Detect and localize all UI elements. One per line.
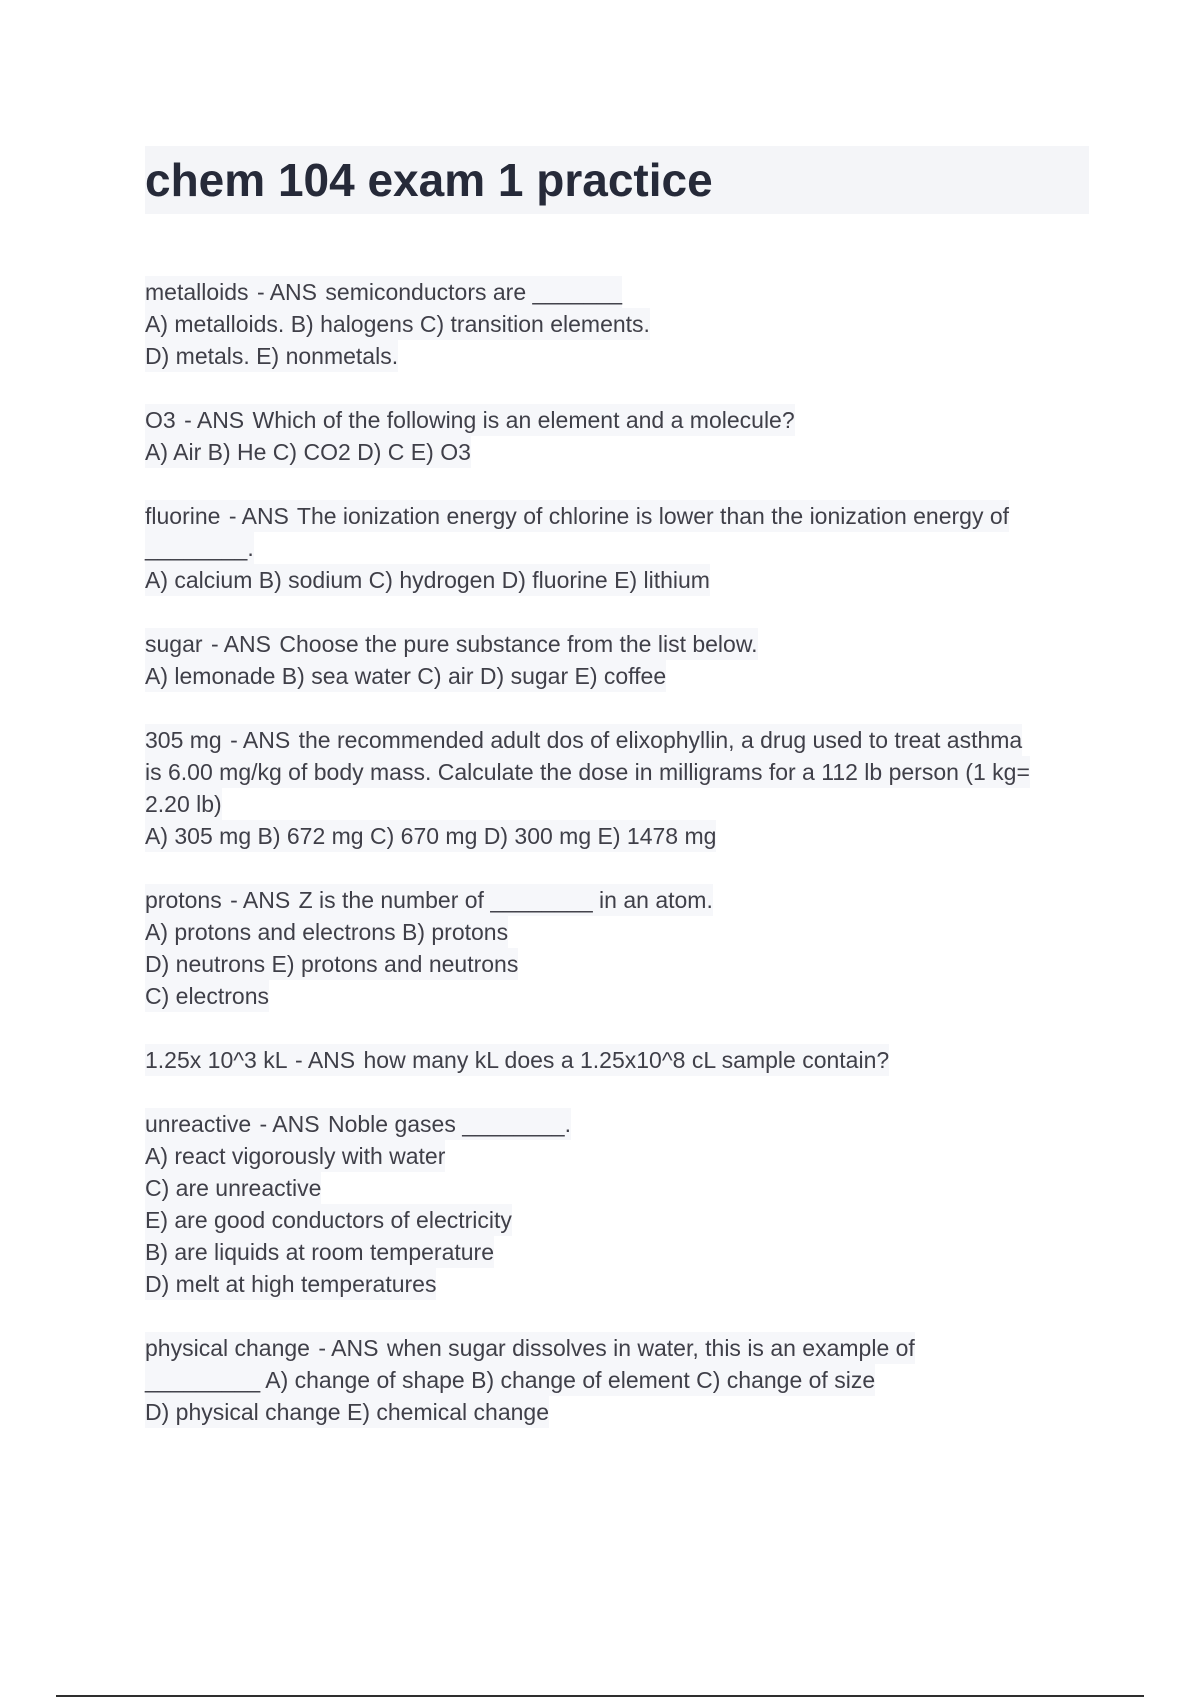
qa-item (145, 404, 1089, 468)
option-line: C) electrons (145, 980, 269, 1012)
question-text: how many kL does a 1.25x10^8 cL sample contain? (363, 1047, 890, 1073)
answer-separator: - ANS (228, 503, 289, 529)
answer-separator: - ANS (318, 1335, 379, 1361)
answer-term: physical change (145, 1335, 310, 1361)
question-text: the recommended adult dos of elixophyllin, a drug used to treat asthma (298, 727, 1023, 753)
qa-first-line (145, 500, 1009, 532)
option-line: D) physical change E) chemical change (145, 1396, 549, 1428)
answer-separator: - ANS (295, 1047, 356, 1073)
qa-item (145, 1108, 1089, 1300)
answer-term: metalloids (145, 279, 249, 305)
qa-item (145, 1044, 1089, 1076)
qa-first-line (145, 724, 1022, 756)
answer-term: fluorine (145, 503, 221, 529)
option-line: E) are good conductors of electricity (145, 1204, 512, 1236)
title-banner (145, 146, 1089, 214)
option-line: B) are liquids at room temperature (145, 1236, 494, 1268)
option-line: _________ A) change of shape B) change of element C) change of size (145, 1364, 875, 1396)
question-text: Which of the following is an element and a molecule? (252, 407, 795, 433)
page-title: chem 104 exam 1 practice (145, 154, 713, 206)
qa-first-line (145, 884, 713, 916)
qa-first-line (145, 628, 758, 660)
answer-term: 1.25x 10^3 kL (145, 1047, 287, 1073)
qa-item (145, 276, 1089, 372)
option-line: A) protons and electrons B) protons (145, 916, 508, 948)
qa-item (145, 724, 1089, 852)
option-line: D) metals. E) nonmetals. (145, 340, 398, 372)
qa-item (145, 884, 1089, 1012)
qa-first-line (145, 276, 622, 308)
answer-term: protons (145, 887, 222, 913)
option-line: D) melt at high temperatures (145, 1268, 436, 1300)
qa-item (145, 628, 1089, 692)
option-line: A) calcium B) sodium C) hydrogen D) fluorine E) lithium (145, 564, 710, 596)
option-line: A) Air B) He C) CO2 D) C E) O3 (145, 436, 471, 468)
question-list (145, 276, 1089, 1460)
footer-divider (56, 1695, 1144, 1697)
question-text: when sugar dissolves in water, this is an example of (386, 1335, 915, 1361)
option-line: D) neutrons E) protons and neutrons (145, 948, 518, 980)
answer-separator: - ANS (184, 407, 245, 433)
answer-separator: - ANS (259, 1111, 320, 1137)
qa-item (145, 500, 1089, 596)
option-line: A) 305 mg B) 672 mg C) 670 mg D) 300 mg E) 1478 mg (145, 820, 716, 852)
question-text: Z is the number of ________ in an atom. (298, 887, 713, 913)
question-text: Noble gases ________. (327, 1111, 571, 1137)
answer-separator: - ANS (230, 727, 291, 753)
answer-term: O3 (145, 407, 176, 433)
option-line: A) react vigorously with water (145, 1140, 445, 1172)
question-text: semiconductors are _______ (325, 279, 623, 305)
qa-first-line (145, 404, 795, 436)
question-text: Choose the pure substance from the list below. (279, 631, 758, 657)
answer-separator: - ANS (230, 887, 291, 913)
option-line: C) are unreactive (145, 1172, 321, 1204)
question-text: The ionization energy of chlorine is lower than the ionization energy of (296, 503, 1010, 529)
answer-term: unreactive (145, 1111, 252, 1137)
answer-separator: - ANS (256, 279, 318, 305)
qa-item (145, 1332, 1089, 1428)
option-line: ________. (145, 532, 254, 564)
option-line: 2.20 lb) (145, 788, 222, 820)
option-line: is 6.00 mg/kg of body mass. Calculate the dose in milligrams for a 112 lb person (1 kg= (145, 756, 1030, 788)
option-line: A) lemonade B) sea water C) air D) sugar E) coffee (145, 660, 666, 692)
option-line: A) metalloids. B) halogens C) transition elements. (145, 308, 650, 340)
answer-separator: - ANS (210, 631, 272, 657)
answer-term: sugar (145, 631, 203, 657)
qa-first-line (145, 1044, 889, 1076)
qa-first-line (145, 1108, 571, 1140)
answer-term: 305 mg (145, 727, 222, 753)
qa-first-line (145, 1332, 915, 1364)
